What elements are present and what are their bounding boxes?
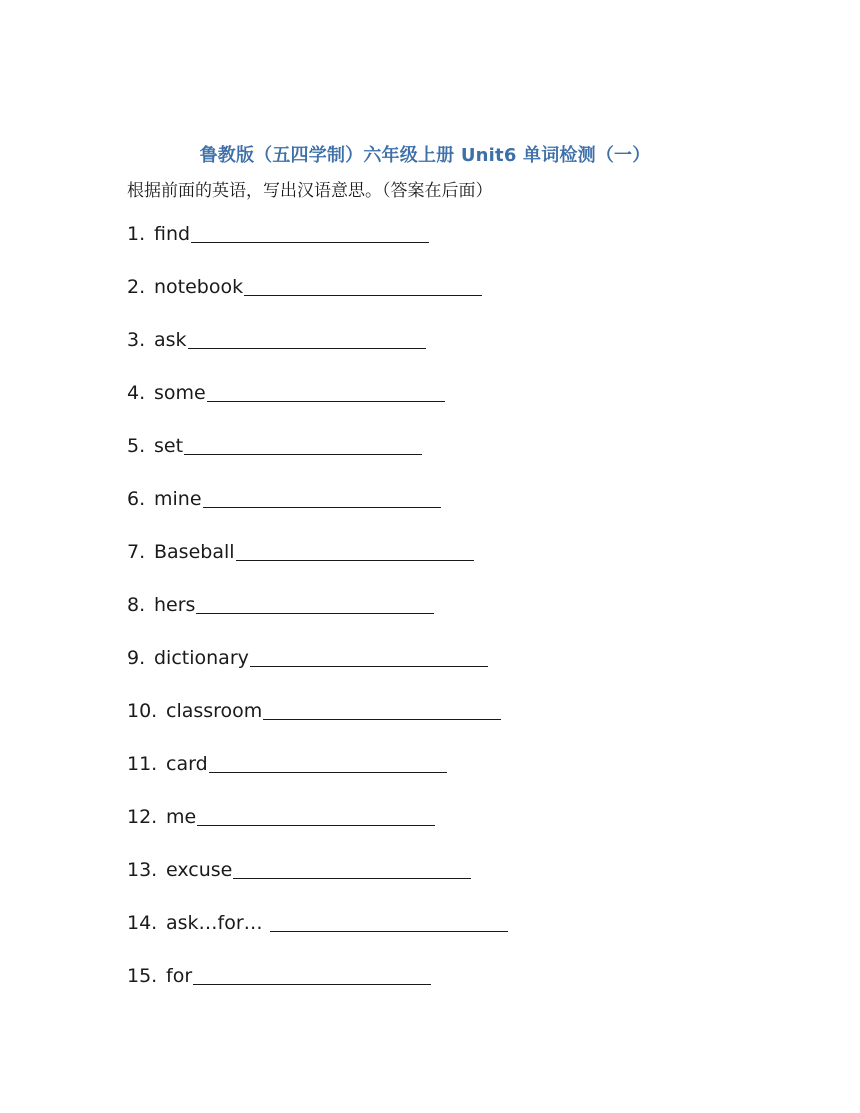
item-word: excuse xyxy=(166,859,233,881)
instruction-text: 根据前面的英语，写出汉语意思。（答案在后面） xyxy=(127,181,493,201)
list-item xyxy=(127,328,508,381)
answer-blank[interactable] xyxy=(191,222,429,243)
list-item xyxy=(127,646,508,699)
item-number: 8. xyxy=(127,594,146,616)
item-number: 12. xyxy=(127,806,158,828)
answer-blank[interactable] xyxy=(207,381,445,402)
item-number: 6. xyxy=(127,488,146,510)
list-item xyxy=(127,911,508,964)
answer-blank[interactable] xyxy=(196,593,434,614)
item-number: 11. xyxy=(127,753,158,775)
list-item xyxy=(127,964,508,1017)
answer-blank[interactable] xyxy=(188,328,426,349)
list-item xyxy=(127,593,508,646)
item-word: me xyxy=(166,806,197,828)
vocabulary-list xyxy=(127,222,508,1017)
item-word: for xyxy=(166,965,193,987)
list-item xyxy=(127,487,508,540)
answer-blank[interactable] xyxy=(263,699,501,720)
answer-blank[interactable] xyxy=(184,434,422,455)
item-number: 5. xyxy=(127,435,146,457)
answer-blank[interactable] xyxy=(250,646,488,667)
item-word: hers xyxy=(154,594,196,616)
item-word: mine xyxy=(154,488,202,510)
item-word: find xyxy=(154,223,191,245)
list-item xyxy=(127,540,508,593)
answer-blank[interactable] xyxy=(209,752,447,773)
item-word: Baseball xyxy=(154,541,235,563)
item-number: 1. xyxy=(127,223,146,245)
answer-blank[interactable] xyxy=(233,858,471,879)
item-word: card xyxy=(166,753,208,775)
item-word: some xyxy=(154,382,206,404)
answer-blank[interactable] xyxy=(197,805,435,826)
list-item xyxy=(127,699,508,752)
item-word: set xyxy=(154,435,184,457)
item-number: 3. xyxy=(127,329,146,351)
list-item xyxy=(127,858,508,911)
item-number: 13. xyxy=(127,859,158,881)
item-number: 7. xyxy=(127,541,146,563)
list-item xyxy=(127,275,508,328)
list-item xyxy=(127,381,508,434)
list-item xyxy=(127,434,508,487)
item-number: 10. xyxy=(127,700,158,722)
list-item xyxy=(127,752,508,805)
item-number: 2. xyxy=(127,276,146,298)
item-number: 15. xyxy=(127,965,158,987)
item-number: 4. xyxy=(127,382,146,404)
item-word: notebook xyxy=(154,276,244,298)
answer-blank[interactable] xyxy=(236,540,474,561)
list-item xyxy=(127,222,508,275)
item-number: 14. xyxy=(127,912,158,934)
item-word: ask…for… xyxy=(166,912,269,934)
item-number: 9. xyxy=(127,647,146,669)
item-word: classroom xyxy=(166,700,263,722)
item-word: ask xyxy=(154,329,187,351)
item-word: dictionary xyxy=(154,647,249,669)
answer-blank[interactable] xyxy=(270,911,508,932)
page-title: 鲁教版（五四学制）六年级上册 Unit6 单词检测（一） xyxy=(199,145,651,166)
answer-blank[interactable] xyxy=(193,964,431,985)
answer-blank[interactable] xyxy=(203,487,441,508)
answer-blank[interactable] xyxy=(244,275,482,296)
list-item xyxy=(127,805,508,858)
